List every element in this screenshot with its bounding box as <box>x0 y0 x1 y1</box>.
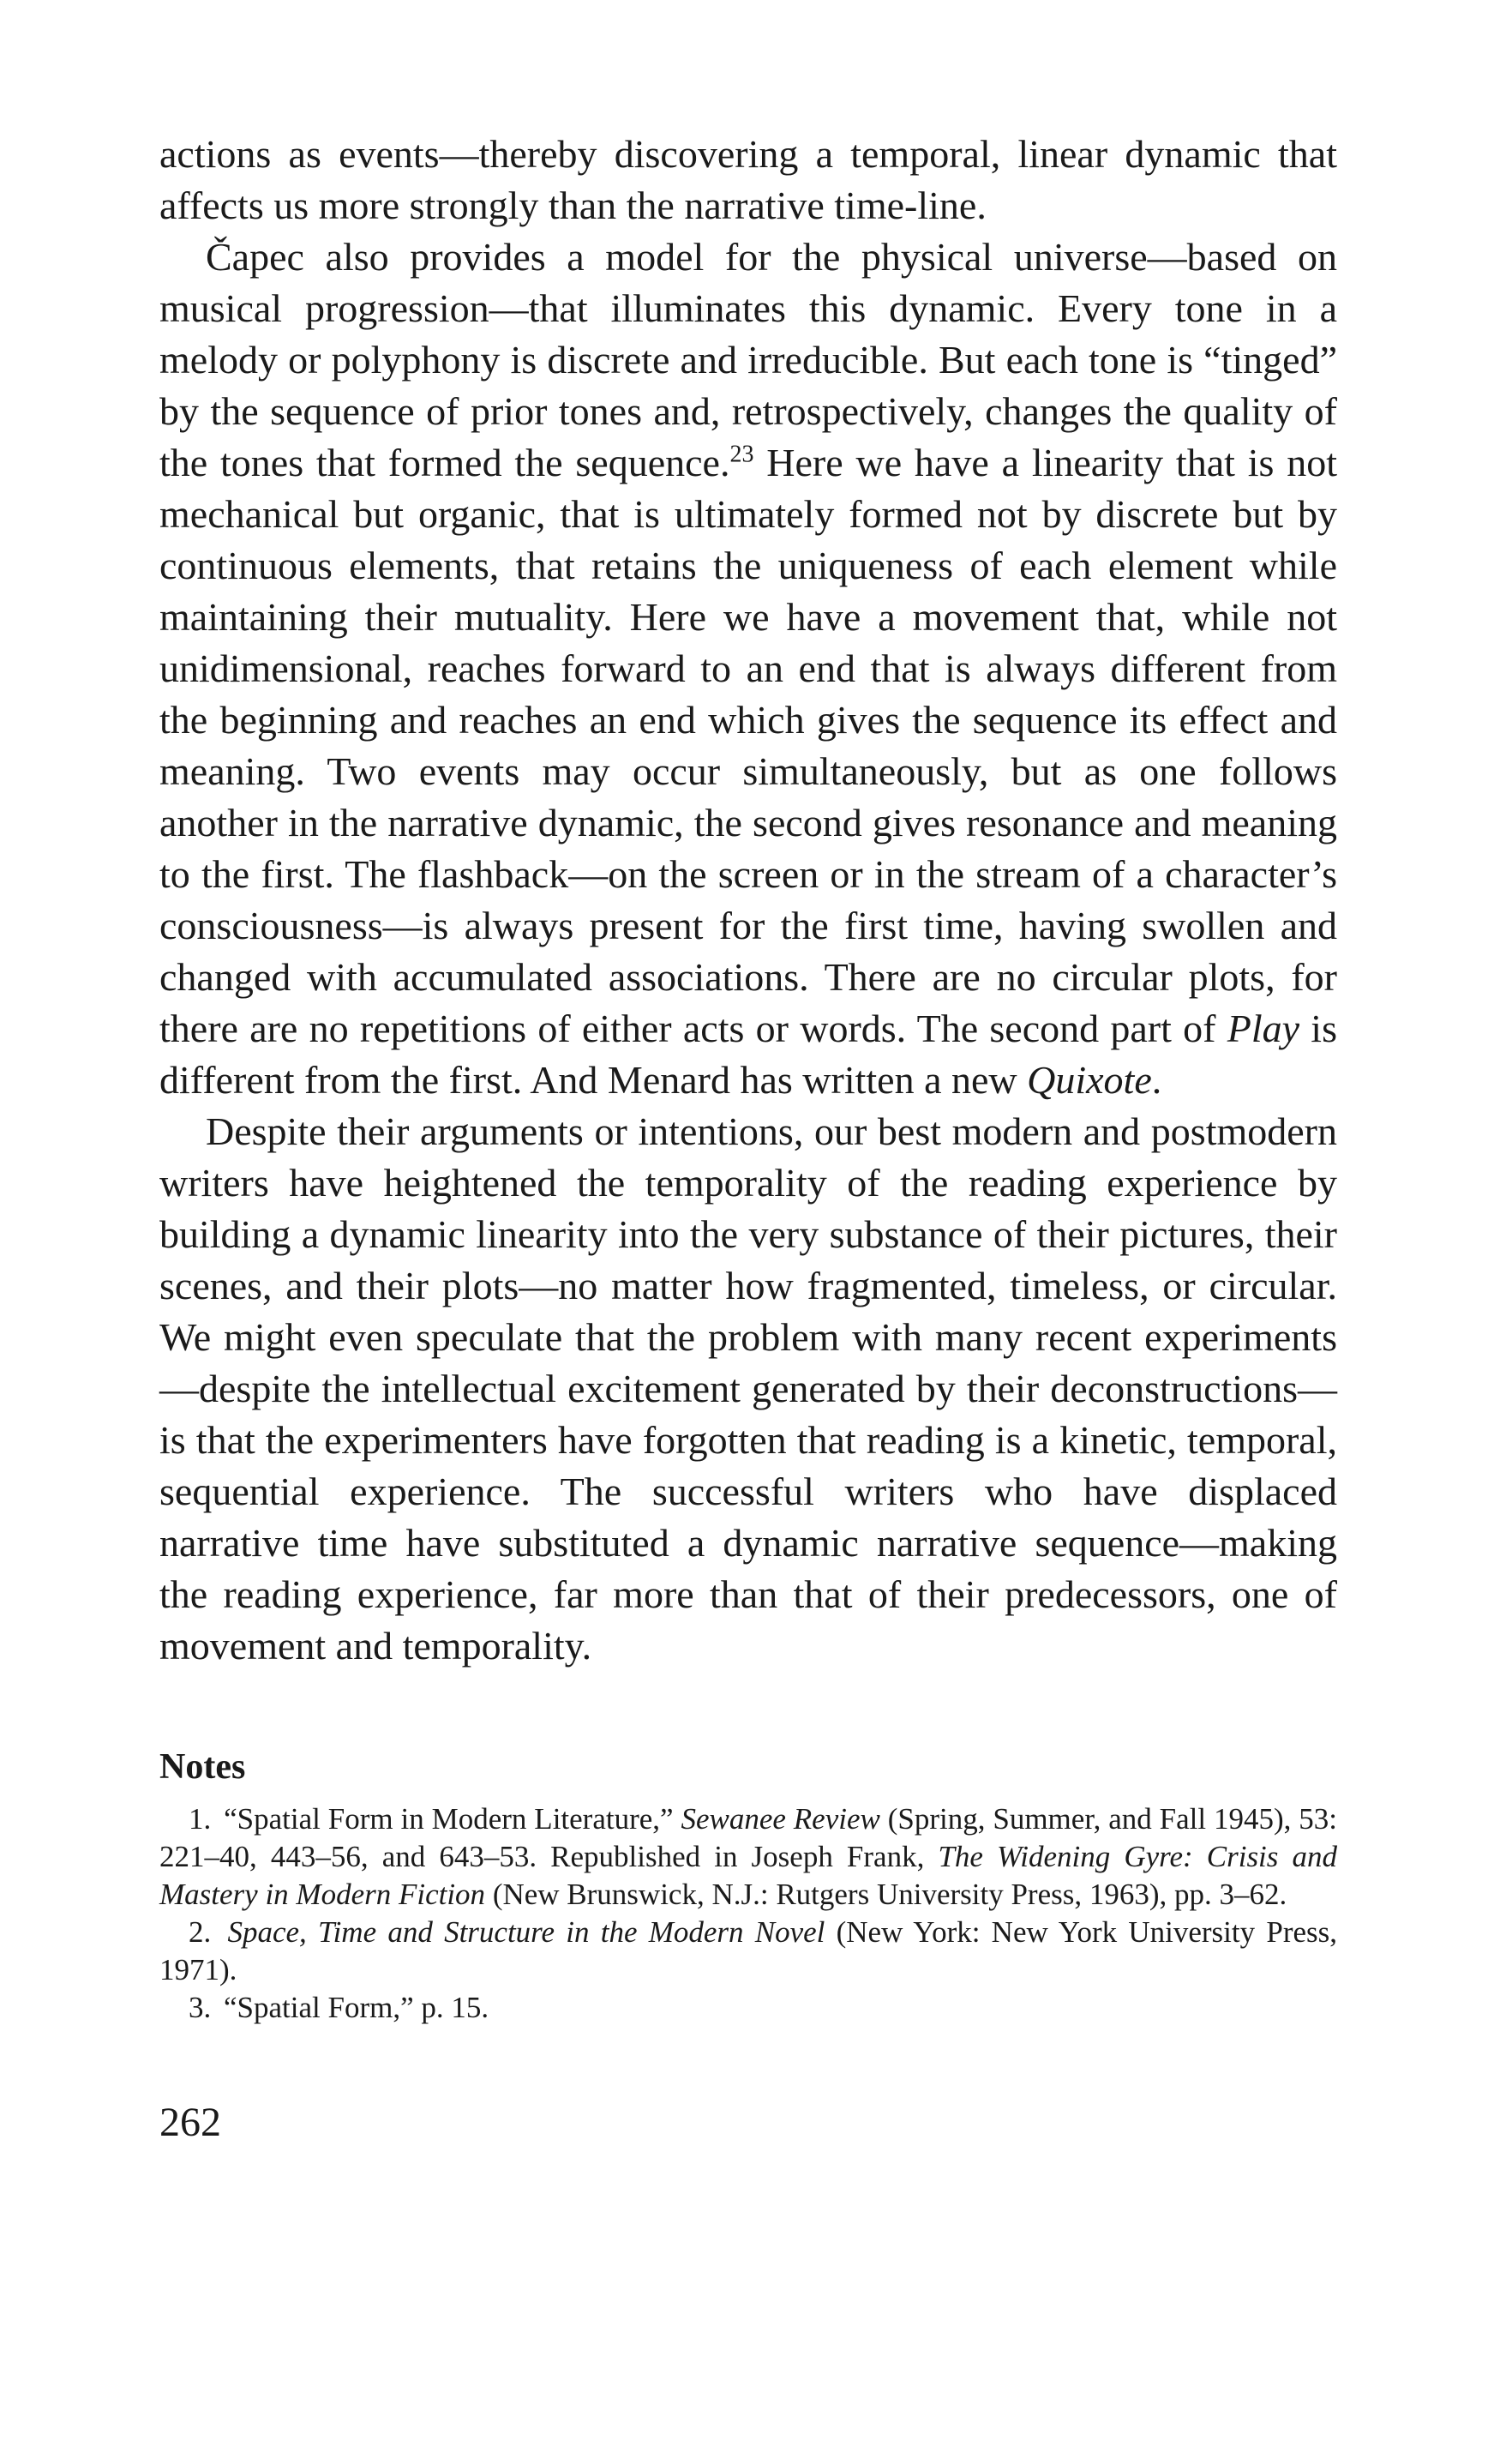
paragraph-3-text: Despite their arguments or intentions, our best modern and postmodern writers have heightened the temporality of the reading experience by building a dynamic linearity into the very substance of their pictures, their scenes, and their plots—no matter how fragmented, timeless, or circular. We might even speculate that the problem with many recent experiments—despite the intellectual excitement generated by their deconstructions—is that the experimenters have forgotten that reading is a kinetic, temporal, sequential experience. The successful writers who have displaced narrative time have substituted a dynamic narrative sequence—making the reading experience, far more than that of their predecessors, one of movement and temporality. <box>159 1109 1337 1668</box>
paragraph-1-text: actions as events—thereby discovering a temporal, linear dynamic that affects us more strongly than the narrative time-line. <box>159 132 1337 227</box>
note-2-text: (New York: New York University Press, 1971). <box>159 1915 1337 1986</box>
note-1 <box>159 1800 1337 1914</box>
note-1-text-a: “Spatial Form in Modern Literature,” <box>224 1802 681 1836</box>
paragraph-2 <box>159 231 1337 1106</box>
paragraph-2-text-b: Here we have a linearity that is not mechanical but organic, that is ultimately formed not by discrete but by continuous elements, that retains the uniqueness of each element while maintaining their mutuality. Here we have a movement that, while not unidimensional, reaches forward to an end that is always different from the beginning and reaches an end which gives the sequence its effect and meaning. Two events may occur simultaneously, but as one follows another in the narrative dynamic, the second gives resonance and meaning to the first. The flashback—on the screen or in the stream of a character’s consciousness—is always present for the first time, having swollen and changed with accumulated associations. There are no circular plots, for there are no repetitions of either acts or words. The second part of <box>159 441 1337 1050</box>
note-2-book: Space, Time and Structure in the Modern Novel <box>227 1915 825 1949</box>
paragraph-1 <box>159 129 1337 231</box>
note-1-text-b: (Spring, Summer, and Fall 1945), 53: 221–40, 443–56, and 643–53. Republished in Joseph Frank, <box>159 1802 1337 1873</box>
paragraph-3 <box>159 1106 1337 1672</box>
title-quixote: Quixote <box>1027 1058 1152 1102</box>
page-number: 262 <box>159 2100 221 2145</box>
note-3 <box>159 1989 1337 2027</box>
notes-section <box>159 1744 1337 2027</box>
title-play: Play <box>1227 1007 1300 1050</box>
book-page <box>159 129 1337 2148</box>
body-text <box>159 129 1337 1672</box>
note-1-text-c: (New Brunswick, N.J.: Rutgers University Press, 1963), pp. 3–62. <box>485 1878 1287 1911</box>
paragraph-2-text-d: . <box>1151 1058 1162 1102</box>
note-1-journal: Sewanee Review <box>681 1802 880 1836</box>
note-3-number: 3. <box>189 1991 212 2024</box>
paragraph-2-text-c: is different from the first. And Menard has written a new <box>159 1007 1337 1102</box>
paragraph-2-text-a: Čapec also provides a model for the physical universe—based on musical progression—that illuminates this dynamic. Every tone in a melody or polyphony is discrete and irreducible. But each tone is “tinged” by the sequence of prior tones and, retrospectively, changes the quality of the tones that formed the sequence. <box>159 235 1337 484</box>
note-2-number: 2. <box>189 1915 212 1949</box>
note-2 <box>159 1914 1337 1989</box>
note-1-number: 1. <box>189 1802 212 1836</box>
note-1-book: The Widening Gyre: Crisis and Mastery in Modern Fiction <box>159 1840 1337 1911</box>
footnote-marker-23: 23 <box>729 441 754 468</box>
notes-heading: Notes <box>159 1747 246 1787</box>
note-3-text: “Spatial Form,” p. 15. <box>224 1991 489 2024</box>
